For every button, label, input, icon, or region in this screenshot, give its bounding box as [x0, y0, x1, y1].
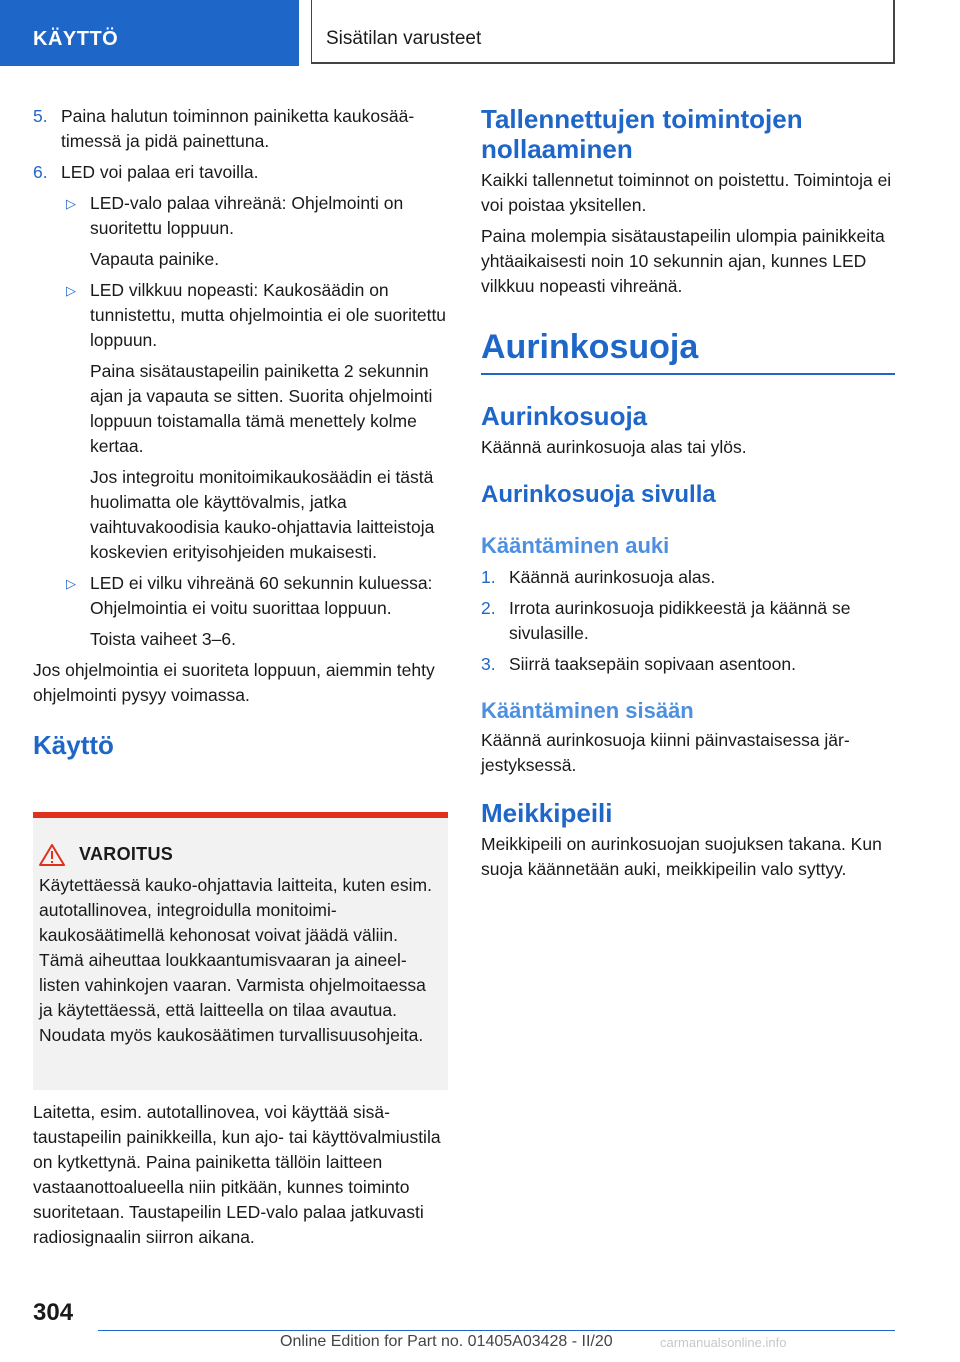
edition-text: Online Edition for Part no. 01405A03428 - II/20: [280, 1333, 613, 1350]
right-column: [481, 104, 895, 888]
warning-triangle-icon: [39, 844, 65, 866]
section-title: Sisätilan varusteet: [326, 28, 482, 49]
led-fast-note: Jos integroitu monitoimikaukosäädin ei tästä huolimatta ole käyttövalmis, jatka vaihtuvakoodisia kauko-ohjattavia laitteistoja koskevien erityisohjeiden mukaisesti.: [90, 467, 435, 562]
step-text: Irrota aurinkosuoja pidikkeestä ja käännä se sivulasille.: [509, 598, 851, 643]
warning-header: [39, 842, 436, 867]
side-visor-heading: Aurinkosuoja sivulla: [481, 481, 716, 508]
open-steps-list: [481, 565, 895, 677]
step-6: [33, 160, 448, 185]
sun-visor-heading: Aurinkosuoja: [481, 401, 648, 431]
mirror-heading: Meikkipeili: [481, 798, 613, 828]
led-green-action: Vapauta painike.: [90, 249, 220, 269]
section-header: [311, 0, 895, 64]
chapter-title: KÄYTTÖ: [33, 28, 119, 50]
step-number: 6.: [33, 162, 48, 182]
list-item: [481, 565, 895, 590]
led-green-text: LED-valo palaa vihreänä: Ohjelmointi on suoritettu loppuun.: [90, 193, 404, 238]
open-heading: Kääntäminen auki: [481, 533, 670, 558]
triangle-bullet-icon: ▷: [66, 283, 76, 298]
usage-text: Laitetta, esim. autotallinovea, voi käyttää sisätaustapeilin painikkeilla, kun ajo- tai käyttövalmiustila on kytkettynä. Paina painiketta tällöin laitteen vastaanottoalueella niin pitkään, kunnes toiminto suoritetaan. Taustapeilin LED-valo palaa jatkuvasti radiosignaalin siirron aikana.: [33, 1102, 441, 1247]
warning-text: Käytettäessä kauko-ohjattavia laitteita, kuten esim. autotallinovea, integroidulla monitoimikaukosäätimellä kehonosat voivat jäädä väliin. Tämä aiheuttaa loukkaantumisvaaran ja aineellisten vahinkojen vaaran. Varmista ohjelmoitaessa ja käytettäessä, että laitteella on tilaa avautua. Noudata myös kaukosäätimen turvallisuusohjeita.: [39, 875, 432, 1045]
mirror-text: Meikkipeili on aurinkosuojan suojuksen takana. Kun suoja käännetään auki, meikkipeilin valo syttyy.: [481, 834, 882, 879]
led-green-item: [33, 191, 448, 241]
led-fast-action: Paina sisätaustapeilin painiketta 2 sekunnin ajan ja vapauta se sitten. Suorita ohjelmointi loppuun toistamalla tämä menettely kolme kertaa.: [90, 361, 433, 456]
step-text: Siirrä taaksepäin sopivaan asentoon.: [509, 654, 796, 674]
step-text: Paina halutun toiminnon painiketta kaukosäätimessä ja pidä painettuna.: [61, 106, 415, 151]
reset-paragraph-2: Paina molempia sisätaustapeilin ulompia painikkeita yhtäaikaisesti noin 10 sekunnin ajan, kunnes LED vilkkuu nopeasti vihreänä.: [481, 226, 885, 296]
step-text: Käännä aurinkosuoja alas.: [509, 567, 716, 587]
triangle-bullet-icon: ▷: [66, 196, 76, 211]
close-text: Käännä aurinkosuoja kiinni päinvastaisessa järjestyksessä.: [481, 730, 850, 775]
page-number: 304: [33, 1299, 74, 1326]
close-heading: Kääntäminen sisään: [481, 698, 694, 723]
chapter-tab: [0, 0, 299, 66]
triangle-bullet-icon: ▷: [66, 576, 76, 591]
step-number: 2.: [481, 598, 496, 618]
sun-visor-main-heading: Aurinkosuoja: [481, 327, 895, 375]
list-item: [481, 652, 895, 677]
sun-visor-text: Käännä aurinkosuoja alas tai ylös.: [481, 437, 747, 457]
footer-divider: [98, 1330, 895, 1331]
warning-box: [33, 812, 448, 1090]
led-none-item: [33, 571, 448, 621]
reset-heading: Tallennettujen toimintojen nollaaminen: [481, 104, 803, 164]
led-fast-item: [33, 278, 448, 353]
step-5: [33, 104, 448, 154]
heading-kaytto: Käyttö: [33, 730, 114, 760]
warning-title: VAROITUS: [79, 844, 174, 864]
reset-paragraph-1: Kaikki tallennetut toiminnot on poistettu. Toimintoja ei voi poistaa yksitellen.: [481, 170, 892, 215]
watermark: carmanualsonline.info: [660, 1335, 787, 1350]
led-none-action: Toista vaiheet 3–6.: [90, 629, 236, 649]
step-text: LED voi palaa eri tavoilla.: [61, 162, 259, 182]
list-item: [481, 596, 895, 646]
after-steps-text: Jos ohjelmointia ei suoriteta loppuun, aiemmin tehty ohjelmointi pysyy voimassa.: [33, 660, 435, 705]
step-number: 3.: [481, 654, 496, 674]
step-number: 1.: [481, 567, 496, 587]
led-fast-text: LED vilkkuu nopeasti: Kaukosäädin on tunnistettu, mutta ohjelmointia ei ole suoritettu loppuun.: [90, 280, 447, 350]
left-column: [33, 104, 448, 760]
step-number: 5.: [33, 106, 48, 126]
led-none-text: LED ei vilku vihreänä 60 sekunnin kuluessa: Ohjelmointia ei voitu suorittaa loppuun.: [90, 573, 433, 618]
